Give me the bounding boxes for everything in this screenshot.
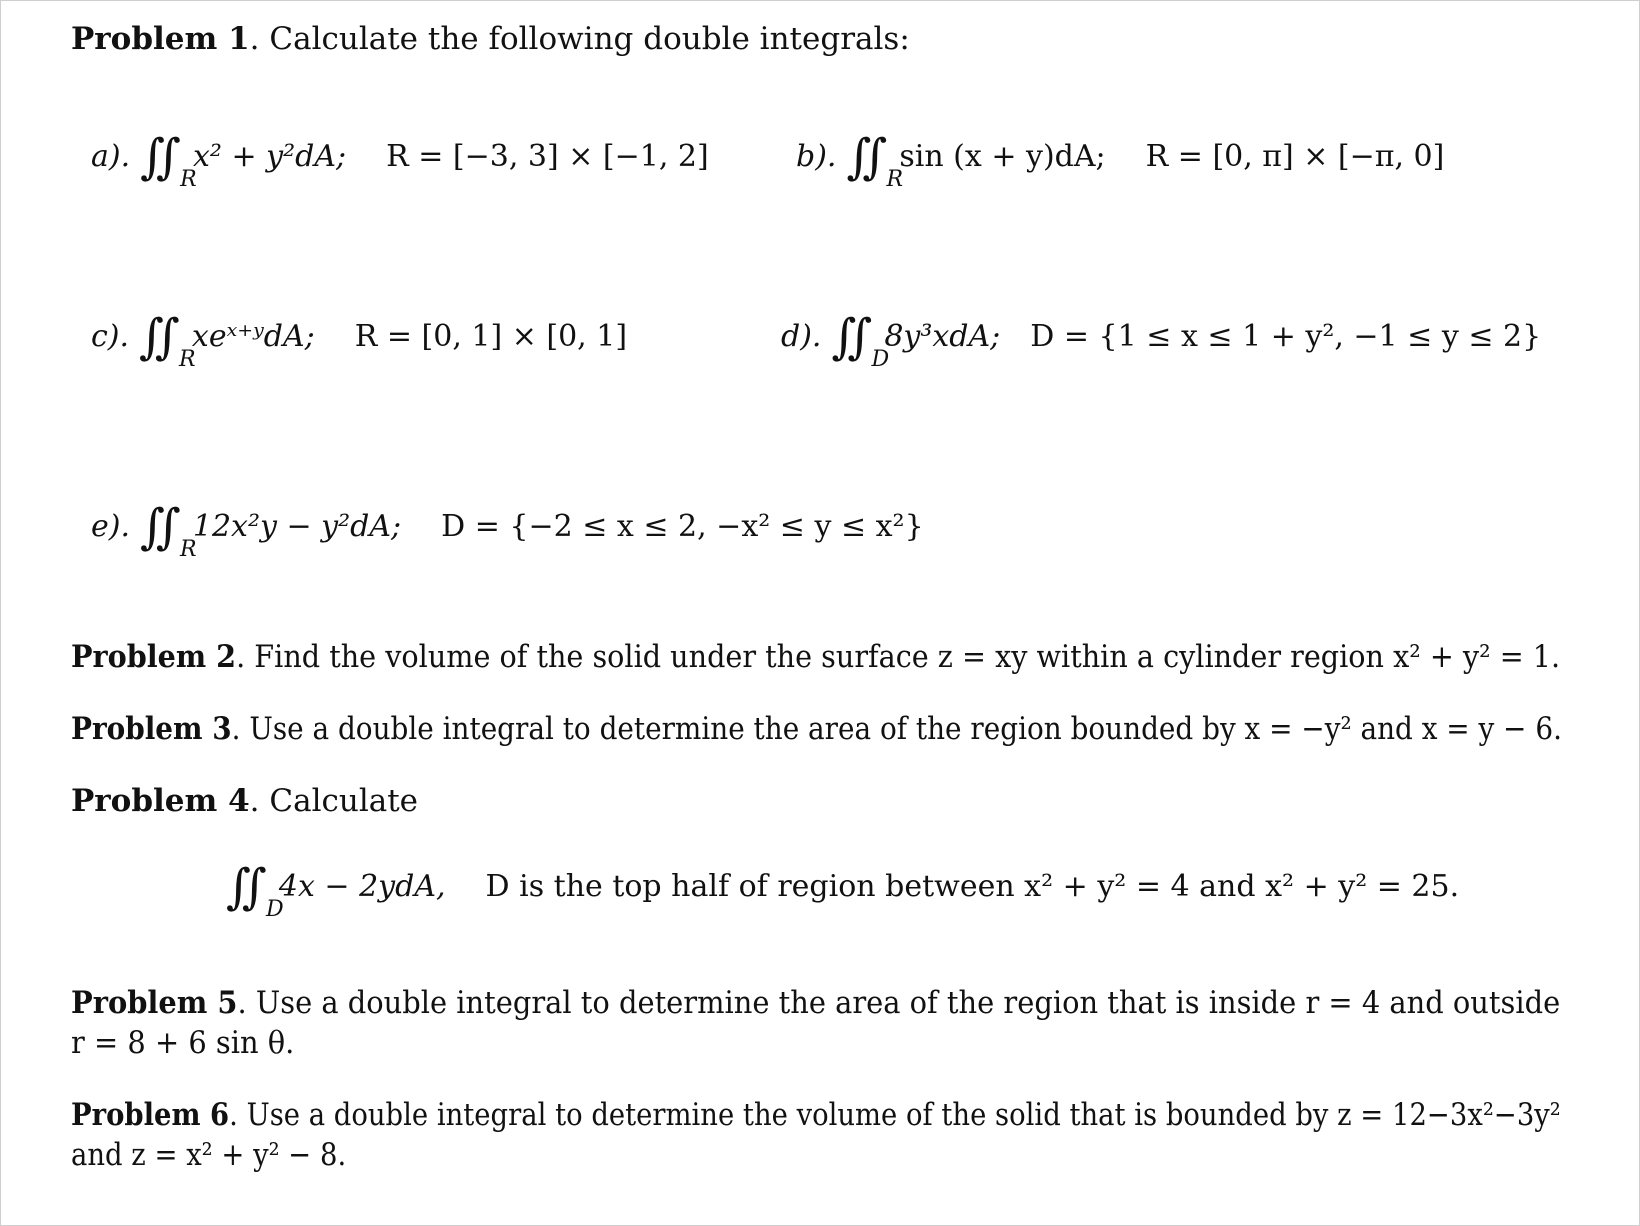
problem-1-text: . Calculate the following double integrals: <box>249 21 910 57</box>
problem-4-integral <box>226 859 1460 922</box>
double-integral-symbol: ∬ R <box>846 129 904 192</box>
double-integral-symbol: ∬ D <box>226 859 284 922</box>
integrand: x² + y²dA; <box>193 139 347 174</box>
problem-2-heading: Problem 2 <box>71 639 237 675</box>
item-label: c). <box>91 319 130 354</box>
item-label: e). <box>91 509 130 544</box>
problem-5-heading: Problem 5 <box>71 985 238 1021</box>
integration-domain: R = [−3, 3] × [−1, 2] <box>386 139 709 174</box>
integral-region: R <box>179 347 196 372</box>
problem-6-text-line-1: . Use a double integral to determine the volume of the solid that is bounded by z = 12−3x²−3y² <box>229 1097 1561 1133</box>
problem-1a <box>91 129 709 192</box>
item-label: b). <box>796 139 837 174</box>
problem-2-text: . Find the volume of the solid under the surface z = xy within a cylinder region x² + y² = 1. <box>236 639 1561 675</box>
integral-region: R <box>180 537 197 562</box>
region-description: D is the top half of region between x² + y² = 4 and x² + y² = 25. <box>485 869 1460 904</box>
problem-3-statement <box>71 709 1562 749</box>
problem-6-text-line-2: and z = x² + y² − 8. <box>71 1137 347 1174</box>
item-label: d). <box>781 319 822 354</box>
integrand: 12x²y − y²dA; <box>192 509 402 544</box>
double-integral-symbol: ∬ R <box>139 309 196 372</box>
double-integral-symbol: ∬ R <box>140 499 197 562</box>
problem-4-statement <box>71 781 418 821</box>
integral-region: D <box>266 897 284 922</box>
problem-1e <box>91 499 924 562</box>
problem-5-statement <box>71 983 1560 1064</box>
integrand: 8y³xdA; <box>884 319 1001 354</box>
problem-1-heading: Problem 1 <box>71 21 250 57</box>
problem-3-heading: Problem 3 <box>71 711 232 747</box>
problem-3-text: . Use a double integral to determine the area of the region bounded by x = −y² and x = y − 6. <box>231 711 1562 747</box>
integral-region: D <box>871 347 890 372</box>
problem-6-statement <box>71 1095 1561 1176</box>
problem-1b <box>796 129 1445 192</box>
integrand: sin (x + y)dA; <box>899 139 1106 174</box>
integration-domain: R = [0, 1] × [0, 1] <box>354 319 628 354</box>
problem-1c <box>91 309 628 372</box>
integrand: xeˣ⁺ʸdA; <box>191 319 315 354</box>
integrand: 4x − 2ydA, <box>278 869 446 904</box>
problem-4-text: . Calculate <box>249 783 419 819</box>
double-integral-symbol: ∬ R <box>140 129 197 192</box>
double-integral-symbol: ∬ D <box>831 309 890 372</box>
integral-region: R <box>886 167 904 192</box>
problem-5-text-line-1: . Use a double integral to determine the area of the region that is inside r = 4 and outside <box>237 985 1561 1021</box>
integration-domain: D = {−2 ≤ x ≤ 2, −x² ≤ y ≤ x²} <box>441 509 924 544</box>
problem-4-heading: Problem 4 <box>71 783 250 819</box>
problem-6-heading: Problem 6 <box>71 1097 230 1133</box>
integration-domain: D = {1 ≤ x ≤ 1 + y², −1 ≤ y ≤ 2} <box>1030 319 1542 354</box>
problem-2-statement <box>71 637 1560 677</box>
problem-1-statement <box>71 19 910 59</box>
problem-1d <box>781 309 1542 372</box>
integral-region: R <box>180 167 197 192</box>
integration-domain: R = [0, π] × [−π, 0] <box>1145 139 1445 174</box>
item-label: a). <box>91 139 131 174</box>
problem-5-text-line-2: r = 8 + 6 sin θ. <box>71 1025 295 1062</box>
